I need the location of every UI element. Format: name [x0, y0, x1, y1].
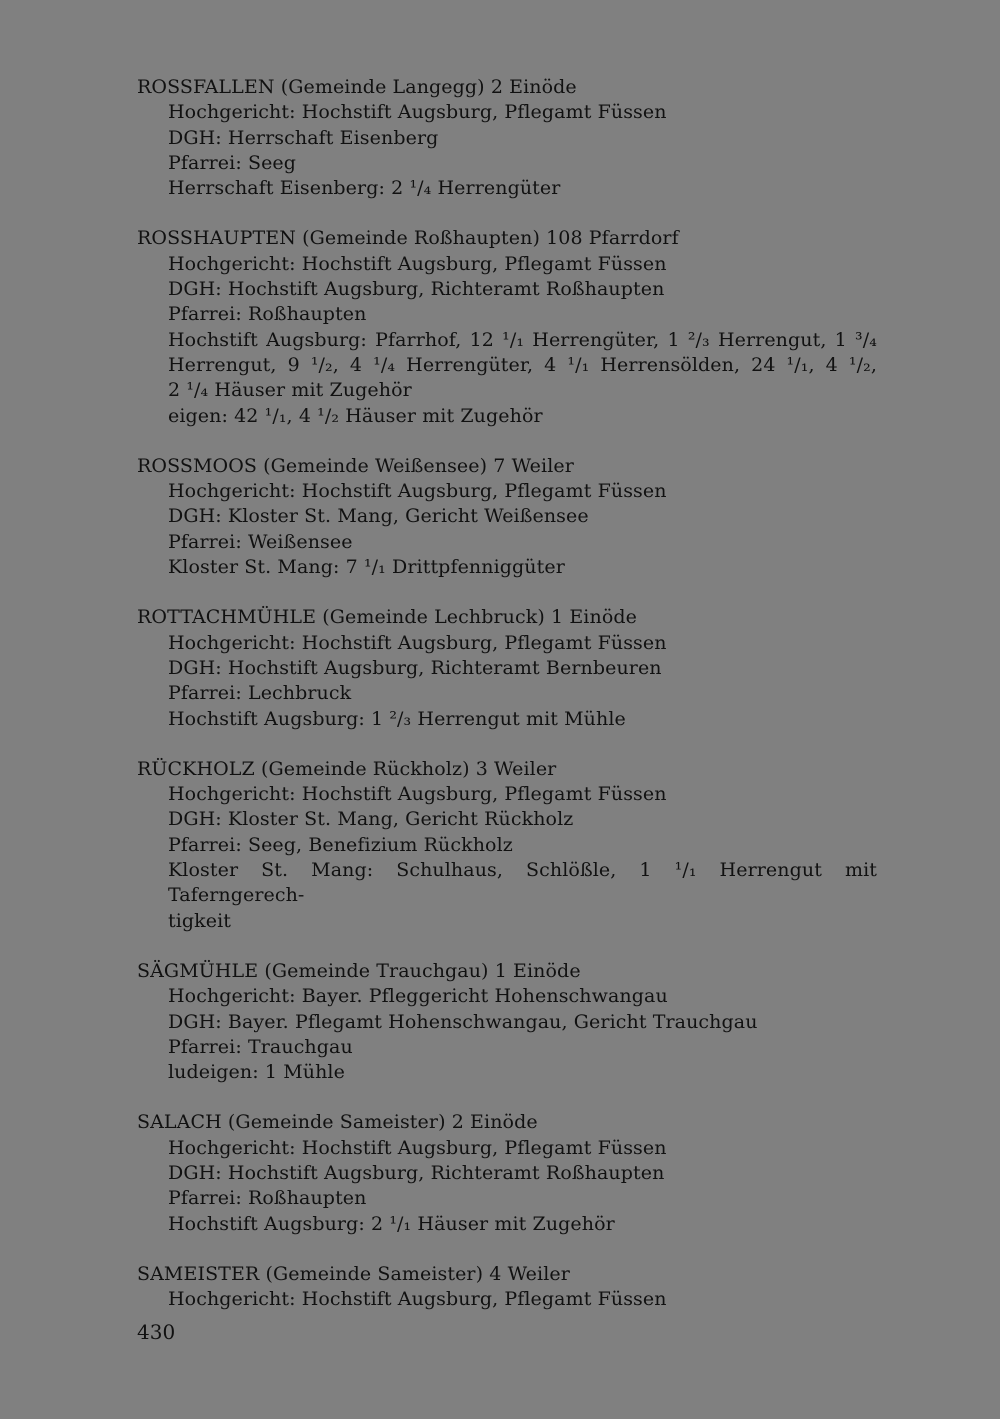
entry-line: Hochgericht: Hochstift Augsburg, Pflegamt Füssen [168, 1136, 667, 1159]
entry-saegmuehle [137, 959, 877, 1085]
entry-line: Pfarrei: Trauchgau [168, 1035, 353, 1058]
entry-heading: ROSSHAUPTEN (Gemeinde Roßhaupten) 108 Pfarrdorf [137, 227, 679, 250]
entry-heading: SÄGMÜHLE (Gemeinde Trauchgau) 1 Einöde [137, 959, 581, 982]
entry-line: Herrengut, 9 ¹/₂, 4 ¹/₄ Herrengüter, 4 ¹/₁ Herrensölden, 24 ¹/₁, 4 ¹/₂, [168, 353, 877, 376]
entry-heading: SALACH (Gemeinde Sameister) 2 Einöde [137, 1111, 538, 1134]
page-body [137, 75, 877, 1337]
entry-salach [137, 1110, 877, 1236]
entry-rossfallen [137, 75, 877, 201]
entry-line: Pfarrei: Roßhaupten [168, 303, 367, 326]
entry-line: 2 ¹/₄ Häuser mit Zugehör [168, 379, 412, 402]
entry-line: Hochstift Augsburg: 1 ²/₃ Herrengut mit Mühle [168, 707, 626, 730]
entry-rueckholz [137, 757, 877, 934]
entry-line: Pfarrei: Seeg [168, 151, 297, 174]
entry-heading: ROSSMOOS (Gemeinde Weißensee) 7 Weiler [137, 454, 574, 477]
entry-line: Pfarrei: Lechbruck [168, 682, 352, 705]
entry-line: DGH: Hochstift Augsburg, Richteramt Roßhaupten [168, 1161, 665, 1184]
entry-line: Kloster St. Mang: 7 ¹/₁ Drittpfenniggüter [168, 556, 565, 579]
entry-rossmoos [137, 454, 877, 580]
entry-line: Pfarrei: Seeg, Benefizium Rückholz [168, 833, 513, 856]
entry-line: DGH: Herrschaft Eisenberg [168, 126, 439, 149]
entry-line: Hochgericht: Hochstift Augsburg, Pflegamt Füssen [168, 1288, 667, 1311]
entry-line: Hochgericht: Hochstift Augsburg, Pflegamt Füssen [168, 252, 667, 275]
entry-line: Hochstift Augsburg: Pfarrhof, 12 ¹/₁ Herrengüter, 1 ²/₃ Herrengut, 1 ³/₄ [168, 328, 877, 351]
entry-line: Hochgericht: Bayer. Pfleggericht Hohenschwangau [168, 985, 668, 1008]
entry-line: eigen: 42 ¹/₁, 4 ¹/₂ Häuser mit Zugehör [168, 404, 543, 427]
entry-line: Hochgericht: Hochstift Augsburg, Pflegamt Füssen [168, 101, 667, 124]
entry-sameister [137, 1262, 877, 1313]
entry-line: ludeigen: 1 Mühle [168, 1061, 345, 1084]
entry-line: Pfarrei: Roßhaupten [168, 1187, 367, 1210]
entry-line: Hochgericht: Hochstift Augsburg, Pflegamt Füssen [168, 480, 667, 503]
entry-line: Kloster St. Mang: Schulhaus, Schlößle, 1 ¹/₁ Herrengut mit Taferngerech- [168, 859, 877, 907]
entry-line: tigkeit [168, 909, 232, 932]
entry-rosshaupten [137, 226, 877, 428]
entry-heading: ROTTACHMÜHLE (Gemeinde Lechbruck) 1 Einöde [137, 606, 637, 629]
entry-line: DGH: Kloster St. Mang, Gericht Rückholz [168, 808, 574, 831]
entry-line: DGH: Kloster St. Mang, Gericht Weißensee [168, 505, 589, 528]
entry-line: DGH: Hochstift Augsburg, Richteramt Roßhaupten [168, 278, 665, 301]
entry-line: DGH: Bayer. Pflegamt Hohenschwangau, Gericht Trauchgau [168, 1010, 758, 1033]
entry-line: Hochgericht: Hochstift Augsburg, Pflegamt Füssen [168, 631, 667, 654]
entry-line: Pfarrei: Weißensee [168, 530, 353, 553]
entry-line: Herrschaft Eisenberg: 2 ¹/₄ Herrengüter [168, 177, 561, 200]
entry-line: DGH: Hochstift Augsburg, Richteramt Bernbeuren [168, 656, 662, 679]
entry-line: Hochstift Augsburg: 2 ¹/₁ Häuser mit Zugehör [168, 1212, 615, 1235]
page-number: 430 [137, 1320, 176, 1344]
entry-heading: ROSSFALLEN (Gemeinde Langegg) 2 Einöde [137, 76, 577, 98]
entry-rottachmuehle [137, 605, 877, 731]
entry-heading: SAMEISTER (Gemeinde Sameister) 4 Weiler [137, 1262, 570, 1285]
entry-heading: RÜCKHOLZ (Gemeinde Rückholz) 3 Weiler [137, 757, 557, 780]
entry-line: Hochgericht: Hochstift Augsburg, Pflegamt Füssen [168, 783, 667, 806]
